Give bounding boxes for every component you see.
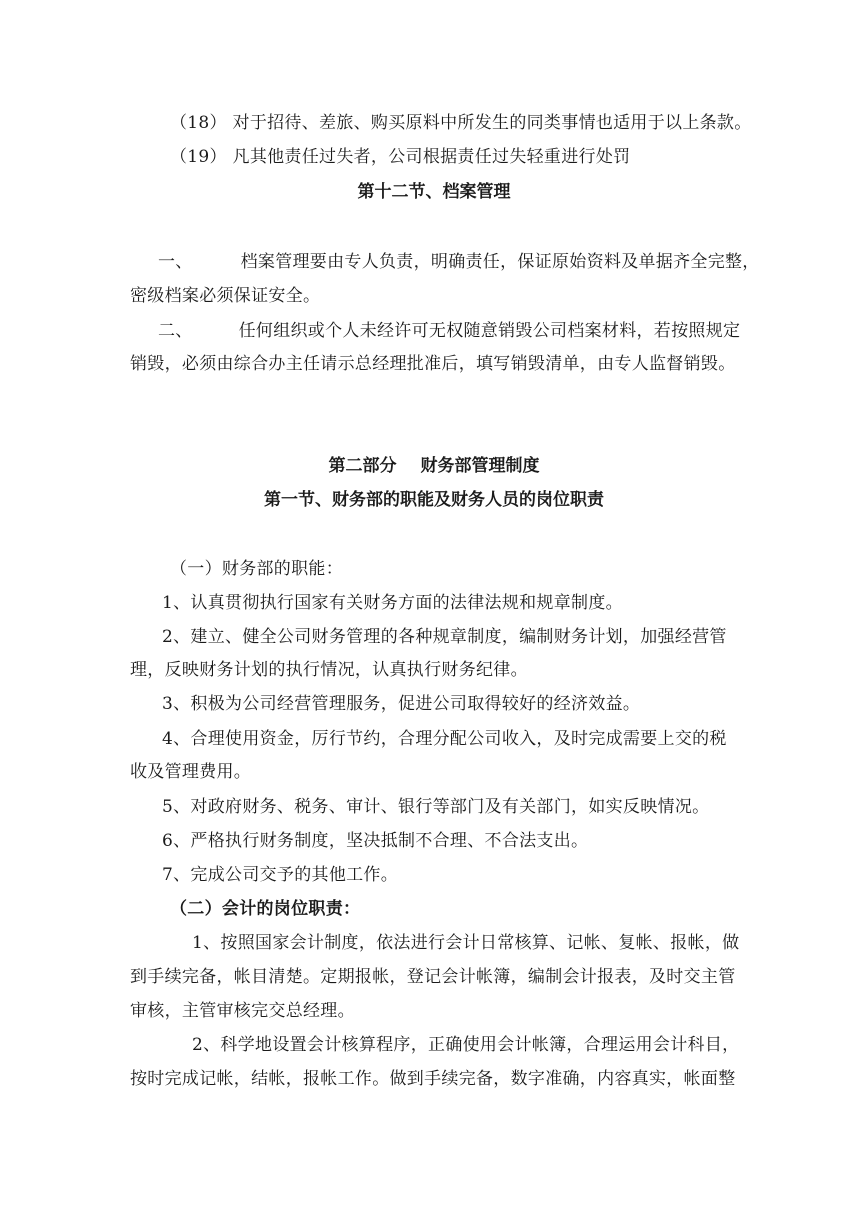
section-1-title: 第一节、财务部的职能及财务人员的岗位职责 <box>264 490 604 510</box>
archive-clause-1 <box>158 251 760 273</box>
function-item-3: 3、积极为公司经营管理服务，促进公司取得较好的经济效益。 <box>162 694 641 714</box>
clause-marker: 一、 <box>158 252 193 272</box>
part-name: 财务部管理制度 <box>420 456 540 476</box>
accountant-item-1: 1、按照国家会计制度，依法进行会计日常核算、记帐、复帐、报帐，做 <box>192 933 740 953</box>
accountant-item-1-cont-1: 到手续完备，帐目清楚。定期报帐，登记会计帐簿，编制会计报表，及时交主管 <box>130 967 736 987</box>
accountant-item-2: 2、科学地设置会计核算程序，正确使用会计帐簿，合理运用会计科目， <box>192 1035 740 1055</box>
function-item-2: 2、建立、健全公司财务管理的各种规章制度，编制财务计划，加强经营管 <box>162 627 727 647</box>
accountant-heading: （二）会计的岗位职责： <box>170 899 361 919</box>
accountant-item-1-cont-2: 审核，主管审核完交总经理。 <box>130 1001 355 1021</box>
function-item-4-cont: 收及管理费用。 <box>130 762 252 782</box>
clause-text: 档案管理要由专人负责，明确责任，保证原始资料及单据齐全完整， <box>240 252 760 272</box>
section-12-title: 第十二节、档案管理 <box>357 182 511 202</box>
clause-18: （18） 对于招待、差旅、购买原料中所发生的同类事情也适用于以上条款。 <box>170 113 752 133</box>
accountant-item-2-cont: 按时完成记帐，结帐，报帐工作。做到手续完备，数字准确，内容真实，帐面整 <box>130 1069 736 1089</box>
function-item-5: 5、对政府财务、税务、审计、银行等部门及有关部门，如实反映情况。 <box>162 797 710 817</box>
part-label: 第二部分 <box>328 456 397 476</box>
function-item-2-cont: 理，反映财务计划的执行情况，认真执行财务纪律。 <box>130 660 528 680</box>
archive-clause-2 <box>158 320 740 342</box>
function-item-6: 6、严格执行财务制度，坚决抵制不合理、不合法支出。 <box>162 831 589 851</box>
part-2-title <box>0 455 868 477</box>
clause-19: （19） 凡其他责任过失者，公司根据责任过失轻重进行处罚 <box>170 147 631 167</box>
clause-text: 任何组织或个人未经许可无权随意销毁公司档案材料，若按照规定 <box>238 321 741 341</box>
archive-clause-2-cont: 销毁，必须由综合办主任请示总经理批准后，填写销毁清单，由专人监督销毁。 <box>130 354 736 374</box>
function-item-4: 4、合理使用资金，厉行节约，合理分配公司收入，及时完成需要上交的税 <box>162 729 727 749</box>
archive-clause-1-cont: 密级档案必须保证安全。 <box>130 286 321 306</box>
functions-heading: （一）财务部的职能： <box>170 559 343 579</box>
function-item-1: 1、认真贯彻执行国家有关财务方面的法律法规和规章制度。 <box>162 593 623 613</box>
function-item-7: 7、完成公司交予的其他工作。 <box>162 865 399 885</box>
clause-marker: 二、 <box>158 321 193 341</box>
